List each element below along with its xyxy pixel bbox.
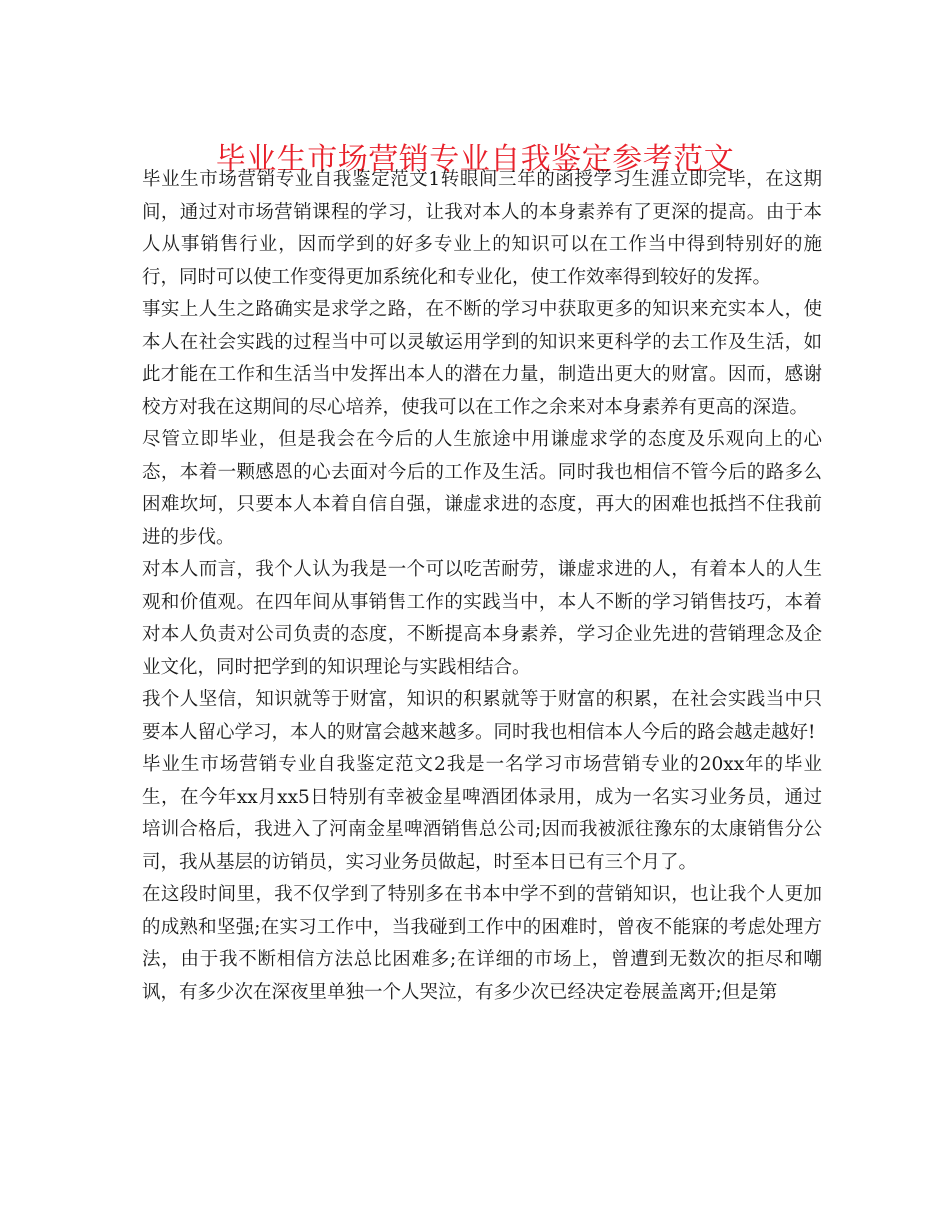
paragraph: 对本人而言，我个人认为我是一个可以吃苦耐劳，谦虚求进的人，有着本人的人生观和价值观。在四年间从事销售工作的实践当中，本人不断的学习销售技巧，本着对本人负责对公司负责的态度，不断提高本身素养，学习企业先进的营销理念及企业文化，同时把学到的知识理论与实践相结合。 bbox=[142, 559, 822, 678]
paragraph: 毕业生市场营销专业自我鉴定范文2我是一名学习市场营销专业的20xx年的毕业生，在今年xx月xx5日特别有幸被金星啤酒团体录用，成为一名实习业务员，通过培训合格后，我进入了河南金星啤酒销售总公司;因而我被派往豫东的太康销售分公司，我从基层的访销员，实习业务员做起，时至本日已有三个月了。 bbox=[142, 754, 822, 873]
document-title: 毕业生市场营销专业自我鉴定参考范文 bbox=[215, 142, 735, 178]
paragraph: 事实上人生之路确实是求学之路，在不断的学习中获取更多的知识来充实本人，使本人在社会实践的过程当中可以灵敏运用学到的知识来更科学的去工作及生活，如此才能在工作和生活当中发挥出本人的潜在力量，制造出更大的财富。因而，感谢校方对我在这期间的尽心培养，使我可以在工作之余来对本身素养有更高的深造。 bbox=[142, 299, 822, 418]
document-body bbox=[142, 164, 822, 1009]
paragraph: 在这段时间里，我不仅学到了特别多在书本中学不到的营销知识，也让我个人更加的成熟和坚强;在实习工作中，当我碰到工作中的困难时，曾夜不能寐的考虑处理方法，由于我不断相信方法总比困难多;在详细的市场上，曾遭到无数次的拒尽和嘲讽，有多少次在深夜里单独一个人哭泣，有多少次已经决定卷展盖离开;但是第 bbox=[142, 884, 822, 1003]
paragraph: 我个人坚信，知识就等于财富，知识的积累就等于财富的积累，在社会实践当中只要本人留心学习，本人的财富会越来越多。同时我也相信本人今后的路会越走越好! bbox=[142, 689, 822, 743]
paragraph: 尽管立即毕业，但是我会在今后的人生旅途中用谦虚求学的态度及乐观向上的心态，本着一颗感恩的心去面对今后的工作及生活。同时我也相信不管今后的路多么困难坎坷，只要本人本着自信自强，谦虚求进的态度，再大的困难也抵挡不住我前进的步伐。 bbox=[142, 429, 822, 548]
paragraph: 毕业生市场营销专业自我鉴定范文1转眼间三年的函授学习生涯立即完毕，在这期间，通过对市场营销课程的学习，让我对本人的本身素养有了更深的提高。由于本人从事销售行业，因而学到的好多专业上的知识可以在工作当中得到特别好的施行，同时可以使工作变得更加系统化和专业化，使工作效率得到较好的发挥。 bbox=[142, 169, 822, 288]
